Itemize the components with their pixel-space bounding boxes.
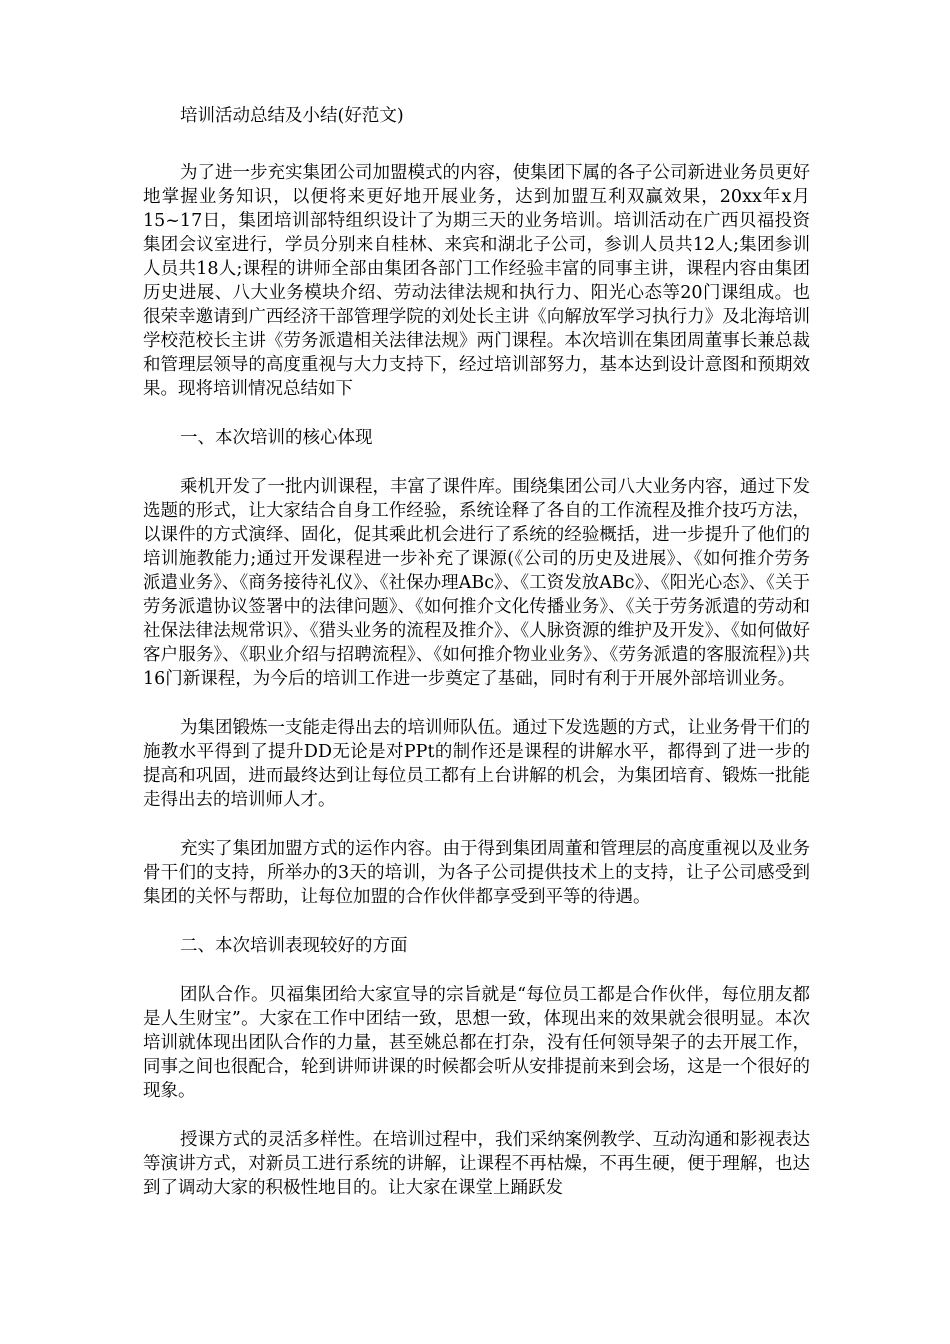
paragraph-courses: 乘机开发了一批内训课程，丰富了课件库。围绕集团公司八大业务内容，通过下发选题的形式，让大家结合自身工作经验，系统诠释了各自的工作流程及推介技巧方法，以课件的方式演绎、固化，促其乘此机会进行了系统的经验概括，进一步提升了他们的培训施教能力;通过开发课程进一步补充了课源(《公司的历史及进展》、《如何推介劳务派遣业务》、《商务接待礼仪》、《社保办理ABc》、《工资发放ABc》、《阳光心态》、《关于劳务派遣协议签署中的法律问题》、《如何推介文化传播业务》、《关于劳务派遣的劳动和社保法律法规常识》、《猎头业务的流程及推介》、《人脉资源的维护及开发》、《如何做好客户服务》、《职业介绍与招聘流程》、《如何推介物业业务》、《劳务派遣的客服流程》)共16门新课程，为今后的培训工作进一步奠定了基础，同时有利于开展外部培训业务。 xyxy=(143,477,810,689)
paragraph-franchise: 充实了集团加盟方式的运作内容。由于得到集团周董和管理层的高度重视以及业务骨干们的支持，所举办的3天的培训，为各子公司提供技术上的支持，让子公司感受到集团的关怀与帮助，让每位加盟的合作伙伴都享受到平等的待遇。 xyxy=(143,839,810,907)
paragraph-trainers: 为集团锻炼一支能走得出去的培训师队伍。通过下发选题的方式，让业务骨干们的施教水平得到了提升DD无论是对PPt的制作还是课程的讲解水平，都得到了进一步的提高和巩固，进而最终达到让每位员工都有上台讲解的机会，为集团培育、锻炼一批能走得出去的培训师人才。 xyxy=(143,718,810,810)
section-heading-strengths: 二、本次培训表现较好的方面 xyxy=(180,936,408,956)
paragraph-teaching-methods: 授课方式的灵活多样性。在培训过程中，我们采纳案例教学、互动沟通和影视表达等演讲方式，对新员工进行系统的讲解，让课程不再枯燥，不再生硬，便于理解，也达到了调动大家的积极性地目的。让大家在课堂上踊跃发 xyxy=(143,1130,810,1198)
document-title: 培训活动总结及小结(好范文) xyxy=(180,106,404,126)
section-heading-core: 一、本次培训的核心体现 xyxy=(180,428,373,448)
document-page xyxy=(143,104,810,1225)
paragraph-teamwork: 团队合作。贝福集团给大家宣导的宗旨就是“每位员工都是合作伙伴，每位朋友都是人生财宝”。大家在工作中团结一致，思想一致，体现出来的效果就会很明显。本次培训就体现出团队合作的力量，甚至姚总都在打杂，没有任何领导架子的去开展工作，同事之间也很配合，轮到讲师讲课的时候都会听从安排提前来到会场，这是一个很好的现象。 xyxy=(143,985,810,1101)
intro-paragraph: 为了进一步充实集团公司加盟模式的内容，使集团下属的各子公司新进业务员更好地掌握业务知识，以便将来更好地开展业务，达到加盟互利双赢效果，20xx年x月15~17日，集团培训部特组织设计了为期三天的业务培训。培训活动在广西贝福投资集团会议室进行，学员分别来自桂林、来宾和湖北子公司，参训人员共12人;集团参训人员共18人;课程的讲师全部由集团各部门工作经验丰富的同事主讲，课程内容由集团历史进展、八大业务模块介绍、劳动法律法规和执行力、阳光心态等20门课组成。也很荣幸邀请到广西经济干部管理学院的刘处长主讲《向解放军学习执行力》及北海培训学校范校长主讲《劳务派遣相关法律法规》两门课程。本次培训在集团周董事长兼总裁和管理层领导的高度重视与大力支持下，经过培训部努力，基本达到设计意图和预期效果。现将培训情况总结如下 xyxy=(143,163,810,399)
